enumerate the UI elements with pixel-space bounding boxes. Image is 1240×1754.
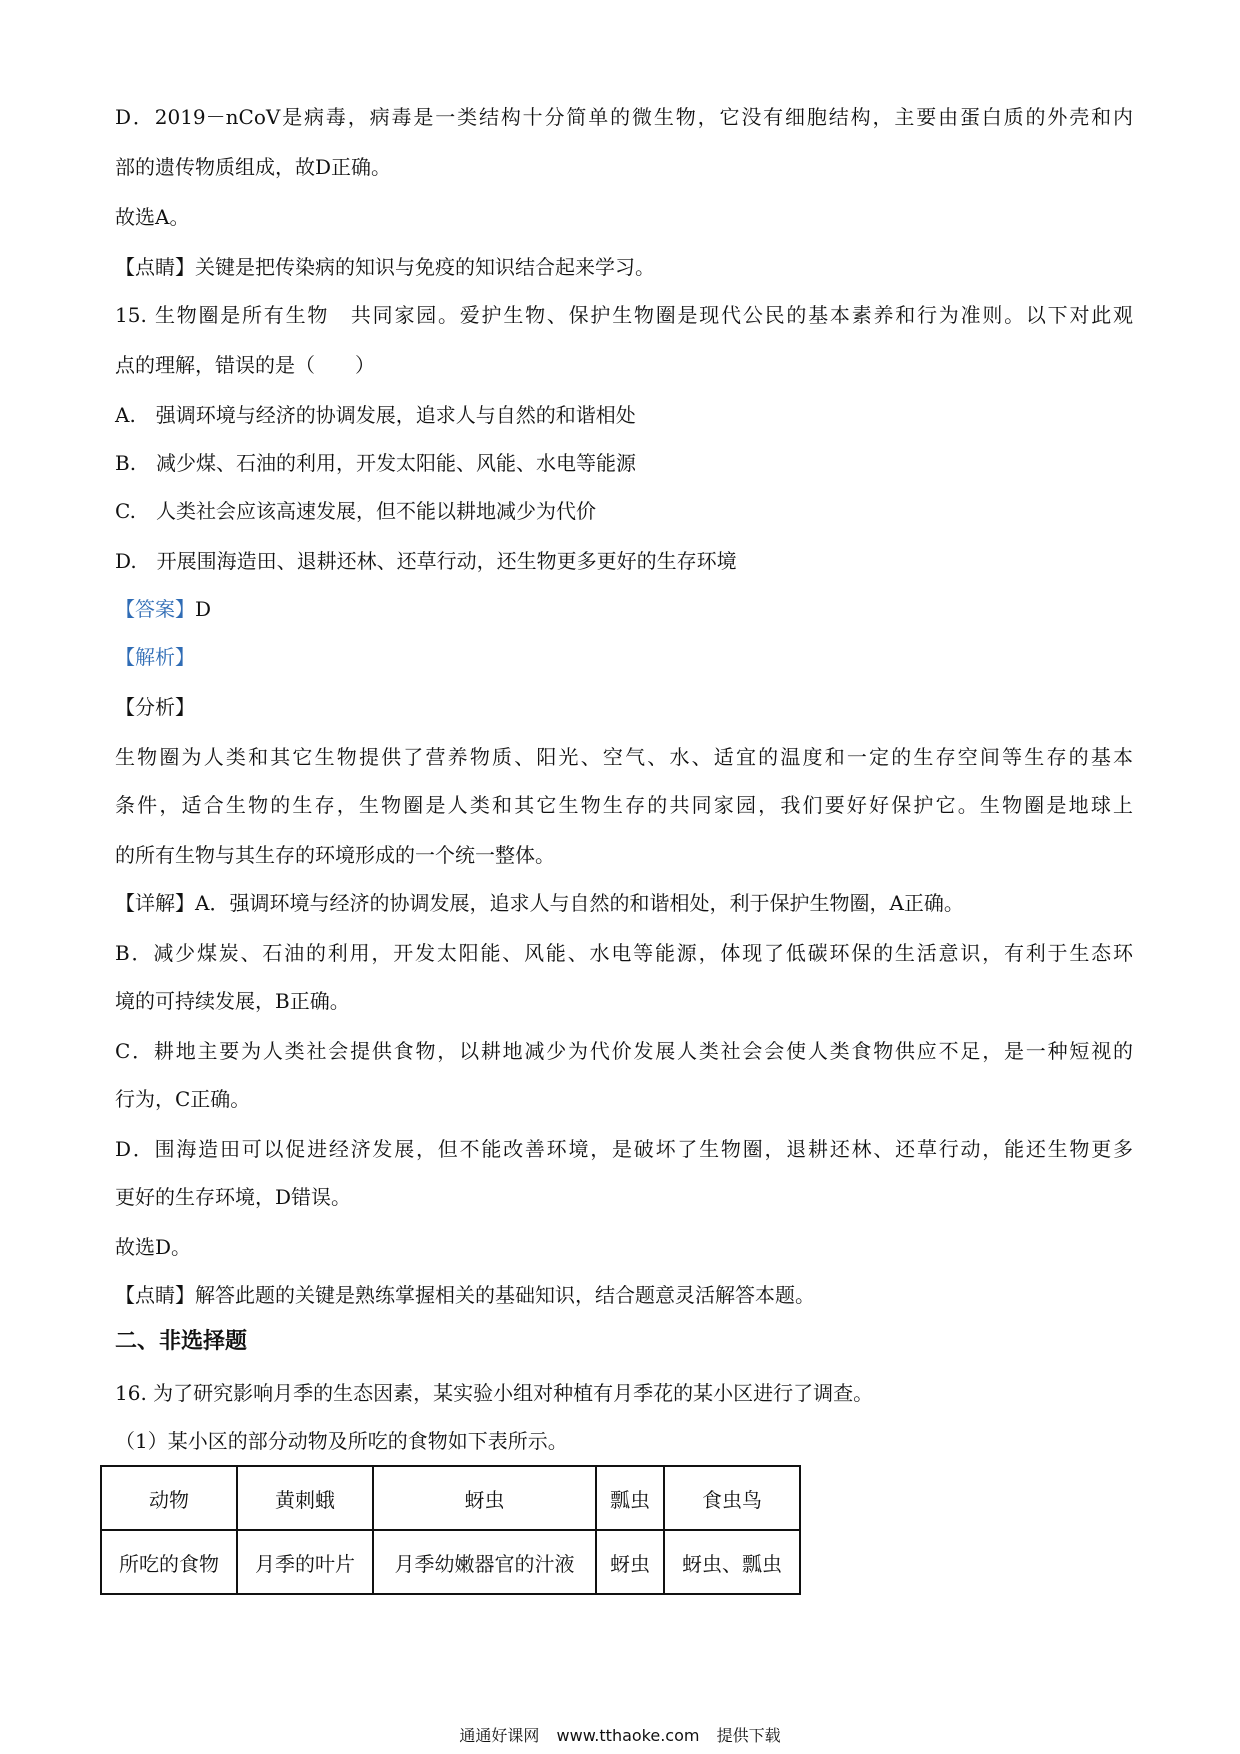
text-line: D．2019－nCoV是病毒，病毒是一类结构十分简单的微生物，它没有细胞结构，主要由蛋白质的外壳和内 <box>115 105 1133 129</box>
answer-value: D <box>195 597 212 621</box>
question-15-stem-end: 点的理解，错误的是（ ） <box>115 353 375 377</box>
text-line: 故选D。 <box>115 1235 192 1259</box>
text-line: 行为，C正确。 <box>115 1087 251 1111</box>
answer-line <box>115 596 211 622</box>
table-cell: 瓢虫 <box>596 1466 664 1530</box>
table-cell: 所吃的食物 <box>101 1530 237 1594</box>
question-16-stem: 16. 为了研究影响月季的生态因素，某实验小组对种植有月季花的某小区进行了调查。 <box>115 1381 874 1405</box>
table-row <box>101 1466 800 1530</box>
page-footer <box>0 1726 1240 1746</box>
text-line: B．减少煤炭、石油的利用，开发太阳能、风能、水电等能源，体现了低碳环保的生活意识，有利于生态环 <box>115 941 1133 965</box>
text-line: C．耕地主要为人类社会提供食物，以耕地减少为代价发展人类社会会使人类食物供应不足，是一种短视的 <box>115 1039 1133 1063</box>
table-cell: 月季的叶片 <box>237 1530 373 1594</box>
table-cell: 食虫鸟 <box>664 1466 800 1530</box>
option-c: C. 人类社会应该高速发展，但不能以耕地减少为代价 <box>115 499 596 523</box>
text-line: 【点睛】解答此题的关键是熟练掌握相关的基础知识，结合题意灵活解答本题。 <box>115 1283 815 1307</box>
text-line: 生物圈为人类和其它生物提供了营养物质、阳光、空气、水、适宜的温度和一定的生存空间等生存的基本 <box>115 745 1133 769</box>
text-line: 境的可持续发展，B正确。 <box>115 989 350 1013</box>
question-15-stem: 15. 生物圈是所有生物 共同家园。爱护生物、保护生物圈是现代公民的基本素养和行为准则。以下对此观 <box>115 303 1133 327</box>
table-cell: 黄刺蛾 <box>237 1466 373 1530</box>
table-cell: 动物 <box>101 1466 237 1530</box>
table-cell: 蚜虫 <box>373 1466 596 1530</box>
table-row <box>101 1530 800 1594</box>
table-cell: 月季幼嫩器官的汁液 <box>373 1530 596 1594</box>
option-a: A. 强调环境与经济的协调发展，追求人与自然的和谐相处 <box>115 403 636 427</box>
option-d: D. 开展围海造田、退耕还林、还草行动，还生物更多更好的生存环境 <box>115 549 737 573</box>
option-b: B. 减少煤、石油的利用，开发太阳能、风能、水电等能源 <box>115 451 637 475</box>
footer-site-name: 通通好课网 <box>459 1726 540 1745</box>
text-line: 更好的生存环境，D错误。 <box>115 1185 352 1209</box>
footer-url: www.tthaoke.com <box>556 1726 700 1745</box>
text-line: 条件，适合生物的生存，生物圈是人类和其它生物生存的共同家园，我们要好好保护它。生物圈是地球上 <box>115 793 1133 817</box>
section-heading: 二、非选择题 <box>115 1329 248 1354</box>
answer-label: 【答案】 <box>115 597 195 621</box>
text-line: 故选A。 <box>115 205 190 229</box>
question-16-part-1: （1）某小区的部分动物及所吃的食物如下表所示。 <box>115 1429 568 1453</box>
table-cell: 蚜虫 <box>596 1530 664 1594</box>
text-line: 【点睛】关键是把传染病的知识与免疫的知识结合起来学习。 <box>115 255 655 279</box>
text-line: 的所有生物与其生存的环境形成的一个统一整体。 <box>115 843 555 867</box>
text-line: 部的遗传物质组成，故D正确。 <box>115 155 392 179</box>
text-line: 【详解】A．强调环境与经济的协调发展，追求人与自然的和谐相处，利于保护生物圈，A正确。 <box>115 891 964 915</box>
table-cell: 蚜虫、瓢虫 <box>664 1530 800 1594</box>
food-table <box>100 1465 801 1595</box>
text-line: D．围海造田可以促进经济发展，但不能改善环境，是破坏了生物圈，退耕还林、还草行动，能还生物更多 <box>115 1137 1133 1161</box>
analysis-label: 【解析】 <box>115 645 195 669</box>
footer-suffix: 提供下载 <box>716 1726 781 1745</box>
section-label-fenxi: 【分析】 <box>115 695 195 719</box>
